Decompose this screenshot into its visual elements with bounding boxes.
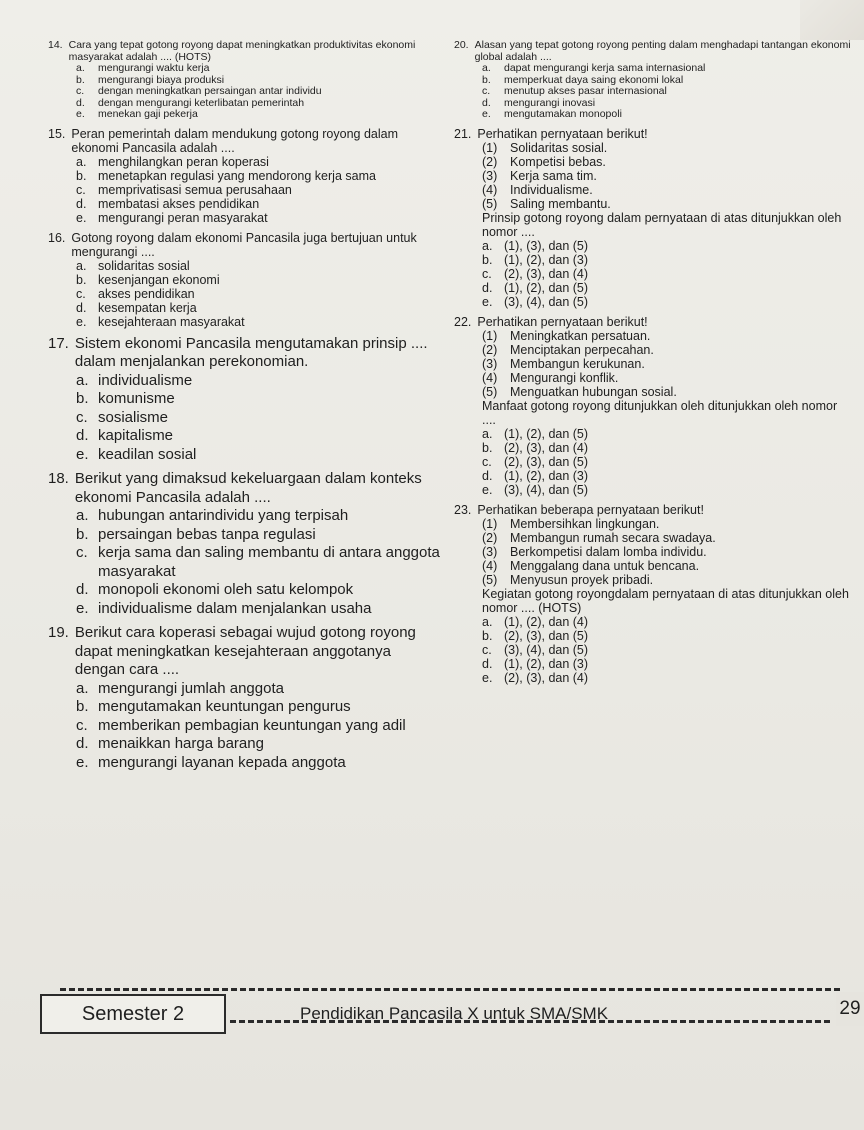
option-text: monopoli ekonomi oleh satu kelompok <box>98 581 354 598</box>
option-text: menekan gaji pekerja <box>98 108 198 120</box>
option <box>482 295 854 309</box>
option-letter: d. <box>482 280 493 295</box>
option-letter: b. <box>76 73 85 86</box>
statement-text: Meningkatkan persatuan. <box>510 328 651 343</box>
option <box>482 455 854 469</box>
statement-number: (1) <box>482 516 498 531</box>
option <box>76 315 443 329</box>
option <box>76 390 443 409</box>
option-letter: c. <box>76 85 85 97</box>
statement-item <box>482 329 854 343</box>
statement-text: Saling membantu. <box>510 196 611 211</box>
statement-number: (3) <box>482 356 498 371</box>
statement-item <box>482 371 854 385</box>
option-letter: a. <box>76 507 89 524</box>
question-number: 23. <box>454 502 472 517</box>
option-letter: c. <box>482 454 492 469</box>
option <box>482 267 854 281</box>
statement-number: (4) <box>482 558 498 573</box>
option-letter: c. <box>76 544 88 561</box>
option-letter: b. <box>482 440 493 455</box>
option <box>482 109 854 121</box>
statement-text: Mengurangi konflik. <box>510 370 619 385</box>
question-22 <box>454 315 854 497</box>
statement-number: (2) <box>482 530 498 545</box>
option-letter: d. <box>482 468 493 483</box>
question-number: 19. <box>48 624 69 641</box>
option-text: mengutamakan keuntungan pengurus <box>98 698 351 715</box>
option-letter: a. <box>76 258 87 273</box>
option-text: akses pendidikan <box>98 286 195 301</box>
question-stem: Berikut cara koperasi sebagai wujud gotong royong dapat meningkatkan kesejahteraan anggotanya dengan cara .... <box>74 624 416 678</box>
question-number: 21. <box>454 126 472 141</box>
option <box>482 483 854 497</box>
statement-text: Kerja sama tim. <box>510 168 597 183</box>
option-letter: a. <box>482 238 493 253</box>
question-prompt: Kegiatan gotong royongdalam pernyataan di atas ditunjukkan oleh nomor .... (HOTS) <box>482 586 849 615</box>
option <box>482 671 854 685</box>
option-text: individualisme dalam menjalankan usaha <box>98 599 372 617</box>
option-letter: a. <box>482 426 493 441</box>
statement-item <box>482 357 854 371</box>
question-23 <box>454 503 854 685</box>
option-letter: c. <box>482 642 492 657</box>
option-text: (3), (4), dan (5) <box>504 642 589 657</box>
option <box>76 581 443 600</box>
option <box>76 183 443 197</box>
option <box>76 717 443 736</box>
option-letter: b. <box>76 698 89 715</box>
option-letter: c. <box>76 408 88 426</box>
option-letter: d. <box>76 581 89 598</box>
statement-item <box>482 197 854 211</box>
option <box>482 281 854 295</box>
question-stem: Perhatikan beberapa pernyataan berikut! <box>477 502 704 517</box>
option <box>76 600 443 619</box>
option-letter: e. <box>76 753 89 771</box>
option-letter: b. <box>482 73 491 86</box>
option-text: individualisme <box>98 371 193 389</box>
page-number: 29 <box>836 992 864 1026</box>
option-letter: e. <box>76 210 87 225</box>
question-stem: Gotong royong dalam ekonomi Pancasila juga bertujuan untuk mengurangi .... <box>71 230 417 259</box>
option-text: menetapkan regulasi yang mendorong kerja sama <box>98 168 376 183</box>
option <box>76 86 443 98</box>
option-text: (2), (3), dan (5) <box>504 454 589 469</box>
right-column <box>454 40 854 691</box>
option <box>482 629 854 643</box>
option <box>482 239 854 253</box>
option-letter: c. <box>76 716 88 734</box>
option-letter: a. <box>482 614 493 629</box>
option-letter: e. <box>76 445 89 463</box>
option-letter: d. <box>482 656 493 671</box>
option <box>76 446 443 465</box>
option-text: dengan mengurangi keterlibatan pemerintah <box>98 96 305 109</box>
statement-text: Menggalang dana untuk bencana. <box>510 558 700 573</box>
option <box>76 526 443 545</box>
page-footer <box>0 982 864 1052</box>
option-letter: d. <box>76 427 89 444</box>
statement-number: (2) <box>482 342 498 357</box>
option <box>76 507 443 526</box>
option <box>76 155 443 169</box>
option-letter: a. <box>76 154 87 169</box>
question-number: 18. <box>48 470 69 487</box>
statement-item <box>482 343 854 357</box>
question-stem: Alasan yang tepat gotong royong penting dalam menghadapi tantangan ekonomi global adalah .... <box>474 39 851 63</box>
option-letter: b. <box>76 390 89 407</box>
option-text: menaikkan harga barang <box>98 735 264 752</box>
option-text: (1), (2), dan (3) <box>504 656 589 671</box>
semester-label: Semester 2 <box>40 994 226 1034</box>
option-text: (3), (4), dan (5) <box>504 482 589 497</box>
option-text: hubungan antarindividu yang terpisah <box>98 507 349 524</box>
question-16 <box>48 231 443 329</box>
option-text: mengurangi peran masyarakat <box>98 210 268 225</box>
question-18 <box>48 470 443 618</box>
statement-text: Berkompetisi dalam lomba individu. <box>510 544 707 559</box>
option-text: mengutamakan monopoli <box>504 108 622 120</box>
option-text: menghilangkan peran koperasi <box>98 154 269 169</box>
statement-item <box>482 385 854 399</box>
statement-number: (2) <box>482 154 498 169</box>
option-text: (2), (3), dan (4) <box>504 440 589 455</box>
option <box>76 109 443 121</box>
option <box>76 754 443 773</box>
statement-text: Membangun kerukunan. <box>510 356 645 371</box>
option-text: (1), (3), dan (5) <box>504 238 589 253</box>
option <box>76 197 443 211</box>
question-21 <box>454 127 854 309</box>
option-letter: b. <box>76 168 87 183</box>
statement-item <box>482 141 854 155</box>
footer-divider <box>60 988 840 991</box>
statement-number: (4) <box>482 182 498 197</box>
statement-text: Menyusun proyek pribadi. <box>510 572 654 587</box>
option-letter: e. <box>482 294 493 309</box>
option-text: (2), (3), dan (4) <box>504 670 589 685</box>
option-text: sosialisme <box>98 408 169 426</box>
option-text: membatasi akses pendidikan <box>98 196 260 211</box>
option-letter: c. <box>482 266 492 281</box>
option <box>76 409 443 428</box>
option <box>76 372 443 391</box>
option-text: mengurangi jumlah anggota <box>98 679 284 697</box>
statement-number: (3) <box>482 544 498 559</box>
option-text: kerja sama dan saling membantu di antara anggota masyarakat <box>98 544 440 580</box>
option-text: kesejahteraan masyarakat <box>98 314 245 329</box>
question-stem: Perhatikan pernyataan berikut! <box>477 126 648 141</box>
statement-item <box>482 531 854 545</box>
option-text: (1), (2), dan (3) <box>504 252 589 267</box>
option <box>482 63 854 75</box>
option <box>76 698 443 717</box>
option-letter: a. <box>76 62 85 74</box>
option <box>482 427 854 441</box>
question-14 <box>48 40 443 121</box>
option-text: (2), (3), dan (5) <box>504 628 589 643</box>
question-stem: Perhatikan pernyataan berikut! <box>477 314 648 329</box>
statement-item <box>482 169 854 183</box>
option-text: (3), (4), dan (5) <box>504 294 589 309</box>
option <box>482 657 854 671</box>
option-text: solidaritas sosial <box>98 258 190 273</box>
option-letter: d. <box>482 96 491 109</box>
page-corner-shadow <box>800 0 864 40</box>
question-20 <box>454 40 854 121</box>
option <box>76 169 443 183</box>
statement-number: (5) <box>482 384 498 399</box>
option-letter: c. <box>76 286 86 301</box>
option-text: dengan meningkatkan persaingan antar individu <box>98 85 322 97</box>
statement-number: (1) <box>482 140 498 155</box>
option-text: keadilan sosial <box>98 445 197 463</box>
option <box>482 469 854 483</box>
option-text: mengurangi waktu kerja <box>98 62 210 74</box>
option-letter: e. <box>482 108 491 120</box>
statement-number: (4) <box>482 370 498 385</box>
statement-text: Menciptakan perpecahan. <box>510 342 654 357</box>
option-letter: a. <box>76 679 89 697</box>
statement-number: (5) <box>482 196 498 211</box>
question-stem: Sistem ekonomi Pancasila mengutamakan prinsip .... dalam menjalankan perekonomian. <box>74 334 428 370</box>
option-text: menutup akses pasar internasional <box>504 85 667 97</box>
question-number: 20. <box>454 39 469 51</box>
option-letter: b. <box>76 525 89 543</box>
option <box>482 441 854 455</box>
option-text: mengurangi biaya produksi <box>98 73 225 86</box>
option-letter: d. <box>76 300 87 315</box>
option-text: memprivatisasi semua perusahaan <box>98 182 292 197</box>
option-text: mengurangi layanan kepada anggota <box>98 753 346 771</box>
statement-number: (5) <box>482 572 498 587</box>
option <box>76 544 443 581</box>
question-15 <box>48 127 443 225</box>
option-letter: d. <box>76 96 85 109</box>
statement-item <box>482 155 854 169</box>
statement-text: Membangun rumah secara swadaya. <box>510 530 716 545</box>
statement-number: (3) <box>482 168 498 183</box>
option-text: memperkuat daya saing ekonomi lokal <box>504 73 684 86</box>
question-prompt: Prinsip gotong royong dalam pernyataan di atas ditunjukkan oleh nomor .... <box>482 210 842 239</box>
left-column <box>48 40 443 778</box>
option <box>482 643 854 657</box>
question-number: 16. <box>48 230 66 245</box>
option-text: komunisme <box>98 390 175 407</box>
option-text: (1), (2), dan (5) <box>504 426 589 441</box>
option-letter: a. <box>482 62 491 74</box>
statement-text: Menguatkan hubungan sosial. <box>510 384 677 399</box>
option <box>482 253 854 267</box>
option-letter: b. <box>76 272 87 287</box>
option-text: (1), (2), dan (3) <box>504 468 589 483</box>
option <box>76 301 443 315</box>
question-stem: Cara yang tepat gotong royong dapat meningkatkan produktivitas ekonomi masyarakat adalah .... (HOTS) <box>68 39 416 63</box>
option-letter: e. <box>482 482 493 497</box>
option-letter: b. <box>482 628 493 643</box>
option-letter: e. <box>482 670 493 685</box>
option <box>76 427 443 446</box>
option-text: kapitalisme <box>98 427 174 444</box>
option-letter: e. <box>76 108 85 120</box>
option <box>76 259 443 273</box>
question-prompt: Manfaat gotong royong ditunjukkan oleh ditunjukkan oleh nomor .... <box>482 398 838 427</box>
question-19 <box>48 624 443 772</box>
question-number: 15. <box>48 126 66 141</box>
option-text: kesempatan kerja <box>98 300 197 315</box>
option-letter: c. <box>76 182 86 197</box>
option <box>76 287 443 301</box>
option-letter: d. <box>76 735 89 752</box>
option <box>482 615 854 629</box>
question-number: 14. <box>48 39 63 51</box>
statement-item <box>482 545 854 559</box>
option <box>76 735 443 754</box>
option-text: (1), (2), dan (5) <box>504 280 589 295</box>
option-text: mengurangi inovasi <box>504 96 596 109</box>
option <box>76 63 443 75</box>
option <box>76 211 443 225</box>
option-letter: d. <box>76 196 87 211</box>
question-17 <box>48 335 443 465</box>
option <box>76 680 443 699</box>
statement-text: Individualisme. <box>510 182 593 197</box>
statement-number: (1) <box>482 328 498 343</box>
option-text: (1), (2), dan (4) <box>504 614 589 629</box>
question-stem: Peran pemerintah dalam mendukung gotong royong dalam ekonomi Pancasila adalah .... <box>71 126 398 155</box>
option-text: persaingan bebas tanpa regulasi <box>98 525 316 543</box>
option-letter: b. <box>482 252 493 267</box>
statement-text: Kompetisi bebas. <box>510 154 606 169</box>
option-text: kesenjangan ekonomi <box>98 272 220 287</box>
option-text: (2), (3), dan (4) <box>504 266 589 281</box>
question-number: 22. <box>454 314 472 329</box>
question-stem: Berikut yang dimaksud kekeluargaan dalam konteks ekonomi Pancasila adalah .... <box>74 470 422 506</box>
option-text: dapat mengurangi kerja sama internasional <box>504 62 706 74</box>
question-number: 17. <box>48 334 69 352</box>
option-letter: a. <box>76 371 89 389</box>
statement-item <box>482 183 854 197</box>
statement-text: Solidaritas sosial. <box>510 140 608 155</box>
option <box>482 86 854 98</box>
option-text: memberikan pembagian keuntungan yang adil <box>98 716 406 734</box>
statement-item <box>482 573 854 587</box>
option-letter: e. <box>76 599 89 617</box>
option-letter: e. <box>76 314 87 329</box>
statement-text: Membersihkan lingkungan. <box>510 516 660 531</box>
book-title: Pendidikan Pancasila X untuk SMA/SMK <box>300 1004 609 1023</box>
statement-item <box>482 517 854 531</box>
footer-divider <box>230 1020 830 1023</box>
option-letter: c. <box>482 85 491 97</box>
statement-item <box>482 559 854 573</box>
option <box>76 273 443 287</box>
